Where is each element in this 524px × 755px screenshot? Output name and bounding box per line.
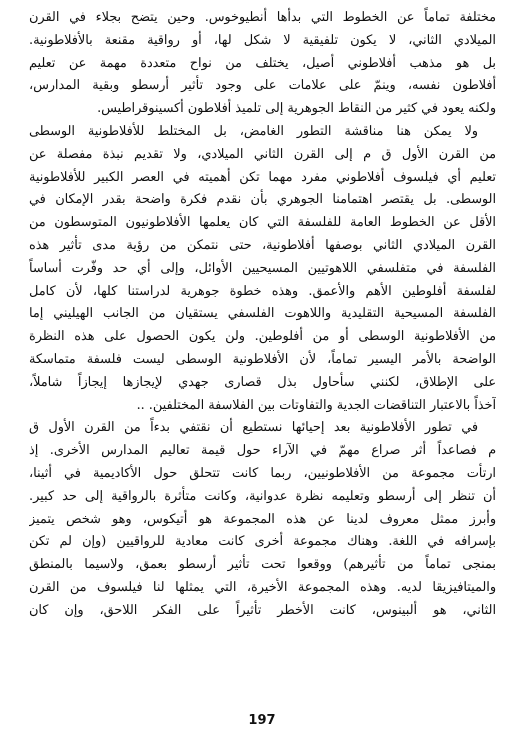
text-line: مختلفة تماماً عن الخطوط التي بدأها أنطيوخوس. وحين يتضح بجلاء في القرن	[29, 10, 496, 25]
text-line: م فصاعداً أثر صراع مهمّ في الآراء حول قيمة تعاليم المدارس الأخرى. إذ	[29, 443, 496, 459]
text-line: الفلسفة المسيحية التقليدية واللاهوت الفلسفي يستقيان من الجانب الهيليني إما	[29, 306, 496, 322]
text-line: أفلاطون نفسه، وينمّ على علامات على وجود تأثير أرسطو وبقية المدارس،	[29, 78, 496, 94]
text-line: والميتافيزيقا لديه. وهذه المجموعة الأخيرة، التي يمثلها لنا فيلسوف من القرن	[29, 579, 496, 595]
page-number: 197	[248, 713, 276, 728]
text-line: بمنجى تماماً من تأثيرهم) ووقعوا تحت تأثير أرسطو بعمق، ولاسيما بالمنطق	[29, 557, 496, 573]
text-line: القرن الميلادي الثاني بوصفها أفلاطونية، حتى نتمكن من رؤية مدى تأثير هذه	[29, 237, 496, 253]
text-line: الوسطى. بل يقتصر اهتمامنا الجوهري بأن نقدم فكرة واضحة بقدر الإمكان في	[29, 192, 496, 208]
text-line: في تطور الأفلاطونية بعد إحيائها نستطيع أن نقتفي بدءاً من القرن الأول ق	[29, 420, 478, 436]
text-line: الواضحة بالأمر اليسير تماماً، لأن الأفلاطونية الوسطى ليست فلسفة متماسكة	[29, 351, 496, 367]
text-line: الثاني، هو ألبينوس، كانت الأخطر تأثيراً على الفكر اللاحق، وإن كان	[29, 602, 496, 618]
text-line: وأبرز ممثل معروف لدينا عن هذه المجموعة هو أتيكوس، وهو شخص يتميز	[29, 511, 496, 527]
text-line: تعليم أي فيلسوف أفلاطوني مفرد مهما تكن أهميته في العصر الكبير للأفلاطونية	[29, 169, 496, 185]
text-line: بل هو مذهب أفلاطوني أصيل، يختلف من نواح متعددة مهمة عن تعليم	[29, 55, 496, 71]
text-line: الأقل عن الخطوط العامة للفلسفة التي كان يعلمها الأفلاطونيون المتوسطون من	[29, 215, 496, 231]
text-line: أن تنظر إلى أرسطو وتعليمه نظرة عدوانية، وكانت متأثرة بالرواقية إلى حد كبير.	[29, 488, 496, 504]
text-line: بإسرافه في اللغة. وهناك مجموعة أخرى كانت معادية للرواقيين (وإن لم تكن	[29, 534, 496, 550]
text-line: الميلادي الثاني، لا يكون تلفيقية لا شكل لها، أو رواقية مقنعة بالأفلاطونية.	[29, 32, 496, 48]
page-body	[29, 7, 496, 707]
text-line: آخذاً بالاعتبار التناقضات الجدية والتفاوتات بين الفلاسفة المختلفين. ..	[136, 397, 496, 413]
text-line: ولكنه يعود في كثير من النقاط الجوهرية إلى تلميذ أفلاطون أكسينوقراطيس.	[97, 101, 496, 117]
text-line: على الإطلاق، لكنني سأحاول بذل قصارى جهدي لإيجازها إيجازاً شاملاً،	[29, 374, 496, 390]
text-line: ولا يمكن هنا مناقشة التطور الغامض، بل المختلط للأفلاطونية الوسطى	[29, 123, 478, 139]
text-line: ارتأت مجموعة من الأفلاطونيين، ربما كانت تتحلق حول الأكاديمية في أثينا،	[29, 465, 496, 481]
text-line: الفلسفة في متفلسفي اللاهوتيين المسيحيين الأوائل، وإلى أي حد وفّرت أساساً	[29, 260, 496, 276]
text-line: من الأفلاطونية الوسطى أو من أفلوطين. ولن يكون الحصول على هذه النظرة	[29, 329, 496, 345]
text-line: لفلسفة أفلوطين الأهم والأعمق. وهذه خطوة جوهرية لدراستنا كلها، لأن كامل	[29, 283, 496, 299]
text-line: من القرن الأول ق م إلى القرن الثاني الميلادي، ولا تقديم نبذة مفصلة عن	[29, 146, 496, 162]
